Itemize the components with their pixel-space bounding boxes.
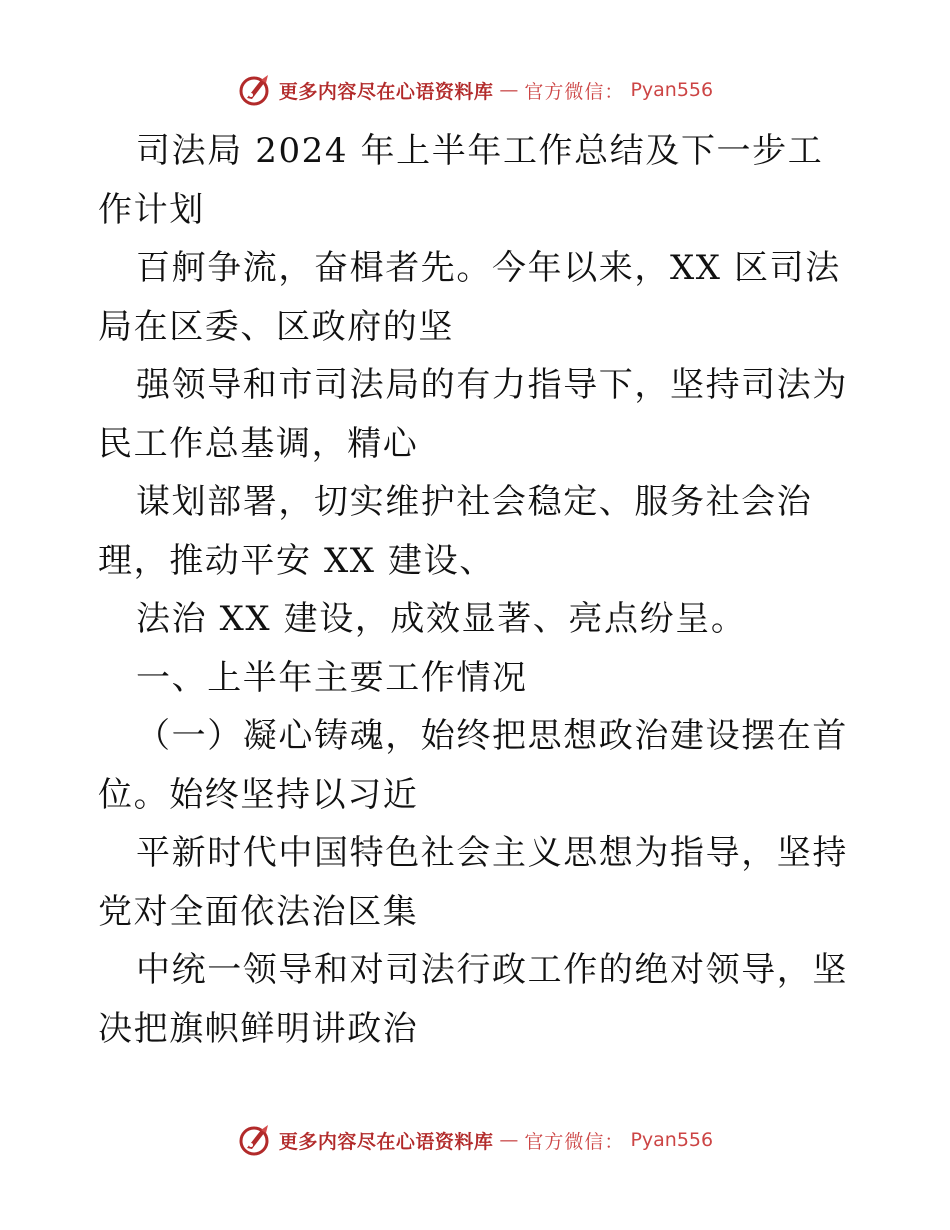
paragraph: 中统一领导和对司法行政工作的绝对领导，坚决把旗帜鲜明讲政治: [98, 950, 848, 1049]
document-body: [98, 122, 858, 1058]
footer-dash: —: [499, 1129, 519, 1151]
paragraph: 百舸争流，奋楫者先。今年以来，XX 区司法局在区委、区政府的坚: [98, 248, 841, 347]
header-site-text: 更多内容尽在心语资料库: [278, 80, 494, 103]
quill-logo-icon: [237, 1122, 273, 1158]
footer-site-text: 更多内容尽在心语资料库: [278, 1130, 494, 1153]
header-wechat-label: 官方微信：: [524, 80, 625, 103]
paragraph: 强领导和市司法局的有力指导下，坚持司法为民工作总基调，精心: [98, 365, 848, 464]
header-banner: [0, 70, 950, 110]
footer-banner: [0, 1120, 950, 1160]
section-heading: 一、上半年主要工作情况: [136, 657, 528, 698]
header-wechat-id: Pyan556: [630, 79, 714, 101]
paragraph: 谋划部署，切实维护社会稳定、服务社会治理，推动平安 XX 建设、: [98, 482, 813, 581]
quill-logo-icon: [237, 72, 273, 108]
paragraph: 平新时代中国特色社会主义思想为指导，坚持党对全面依法治区集: [98, 833, 848, 932]
footer-wechat-id: Pyan556: [630, 1129, 714, 1151]
footer-wechat-label: 官方微信：: [524, 1130, 625, 1153]
document-title: 司法局 2024 年上半年工作总结及下一步工作计划: [98, 131, 824, 230]
paragraph: 法治 XX 建设，成效显著、亮点纷呈。: [136, 599, 747, 639]
header-dash: —: [499, 79, 519, 101]
paragraph: （一）凝心铸魂，始终把思想政治建设摆在首位。始终坚持以习近: [98, 716, 848, 815]
